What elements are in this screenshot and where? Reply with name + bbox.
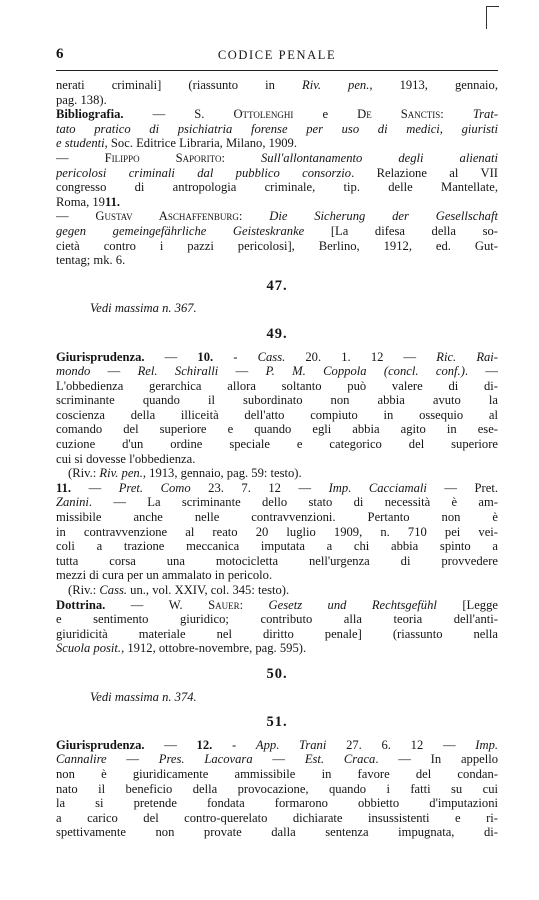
text-line: e sentimento giuridico; contributo alla teoria dell'anti- xyxy=(56,612,498,627)
text-line: Dottrina. — W. Sauer: Gesetz und Rechtsgefühl [Legge xyxy=(56,597,498,612)
corner-bracket-mark xyxy=(486,6,499,29)
text-line: cietà contro i pazzi pericolosi], Berlino, 1912, ed. Gut- xyxy=(56,238,498,253)
article-number: 47. xyxy=(266,277,288,294)
article-number: 49. xyxy=(266,325,288,342)
text-line: tentag; mk. 6. xyxy=(56,253,126,268)
text-line: cui si dovesse l'obbedienza. xyxy=(56,451,196,466)
text-paragraph xyxy=(56,466,498,481)
text-line: Giurisprudenza. — 10. - Cass. 20. 1. 12 — Ric. Rai- xyxy=(56,349,498,364)
text-line: missibile anche nelle contravvenzioni. Pertanto non è xyxy=(56,510,498,525)
text-line: non è giuridicamente ammissibile in favore del condan- xyxy=(56,766,498,781)
text-line: — Gustav Aschaffenburg: Die Sicherung der Gesellschaft xyxy=(56,209,498,224)
text-line: congresso di antropologia criminale, tip. delle Mantellate, xyxy=(56,180,498,195)
text-line: Cannalire — Pres. Lacovara — Est. Craca. — In appello xyxy=(56,752,498,767)
text-paragraph xyxy=(56,598,498,656)
text-line: scriminante quando il subordinato non abbia avuto la xyxy=(56,393,498,408)
text-line: comando del superiore e quando egli abbia agito in ese- xyxy=(56,422,498,437)
text-line: spettivamente non provate dalla sentenza impugnata, di- xyxy=(56,825,498,840)
text-line: (Riv.: Riv. pen., 1913, gennaio, pag. 59: testo). xyxy=(68,466,302,481)
text-line: giuridicità materiale nel diritto penale] (riassunto nella xyxy=(56,626,498,641)
text-line: (Riv.: Cass. un., vol. XXIV, col. 345: testo). xyxy=(68,583,290,597)
cross-reference: Vedi massima n. 367. xyxy=(90,301,197,316)
text-paragraph xyxy=(56,78,498,107)
text-paragraph xyxy=(56,151,498,209)
text-line: Roma, 1911. xyxy=(56,194,121,209)
text-line: coli a trazione meccanica imputata a chi abbia spinto a xyxy=(56,539,498,554)
page-body xyxy=(56,78,498,840)
text-line: Scuola posit., 1912, ottobre-novembre, pag. 595). xyxy=(56,641,307,656)
text-line: gegen gemeingefährliche Geisteskranke [La difesa della so- xyxy=(56,223,498,238)
text-line: tato pratico di psichiatria forense per uso di medici, giuristi xyxy=(56,121,498,136)
running-title: CODICE PENALE xyxy=(217,48,337,62)
text-line: Bibliografia. — S. Ottolenghi e De Sanctis: Trat- xyxy=(56,107,498,122)
text-paragraph xyxy=(56,583,498,598)
text-paragraph xyxy=(56,738,498,840)
text-paragraph xyxy=(56,481,498,583)
cross-reference: Vedi massima n. 374. xyxy=(90,689,197,704)
text-line: mondo — Rel. Schiralli — P. M. Coppola (concl. conf.). — xyxy=(56,364,498,379)
text-line: 11. — Pret. Como 23. 7. 12 — Imp. Cacciamali — Pret. xyxy=(56,480,498,495)
text-line: in contravvenzione al reato 20 luglio 1909, n. 710 pei vei- xyxy=(56,524,498,539)
text-line: a carico del contro-querelato dichiarate insussistenti e ri- xyxy=(56,810,498,825)
text-line: coscienza della illiceità dell'atto compiuto in ossequio al xyxy=(56,407,498,422)
text-paragraph xyxy=(56,107,498,151)
text-line: mezzi di cura per un ammalato in pericolo. xyxy=(56,568,273,583)
page-header xyxy=(56,46,498,66)
text-line: nerati criminali] (riassunto in Riv. pen., 1913, gennaio, xyxy=(56,78,498,92)
text-line: pericolosi criminali dal pubblico consorzio. Relazione al VII xyxy=(56,165,498,180)
text-line: cuzione d'un ordine speciale e categorico del superiore xyxy=(56,437,498,452)
text-paragraph xyxy=(56,209,498,267)
page-number: 6 xyxy=(56,46,64,62)
text-line: — Filippo Saporito: Sull'allontanamento degli alienati xyxy=(56,150,498,165)
text-line: tutta corsa una motocicletta nell'urgenza di provvedere xyxy=(56,553,498,568)
text-line: nato il beneficio della provocazione, quando i fatti su cui xyxy=(56,781,498,796)
text-line: Zanini. — La scriminante dello stato di necessità è am- xyxy=(56,495,498,510)
article-number: 51. xyxy=(266,714,288,731)
text-line: e studenti, Soc. Editrice Libraria, Milano, 1909. xyxy=(56,136,297,151)
text-paragraph xyxy=(56,350,498,467)
text-line: Giurisprudenza. — 12. - App. Trani 27. 6. 12 — Imp. xyxy=(56,737,498,752)
article-number: 50. xyxy=(266,665,288,682)
header-rule xyxy=(56,70,498,71)
text-line: pag. 138). xyxy=(56,92,107,107)
text-line: L'obbedienza gerarchica allora soltanto può valere di di- xyxy=(56,378,498,393)
text-line: la si pretende fondata formarono obbietto d'imputazioni xyxy=(56,796,498,811)
